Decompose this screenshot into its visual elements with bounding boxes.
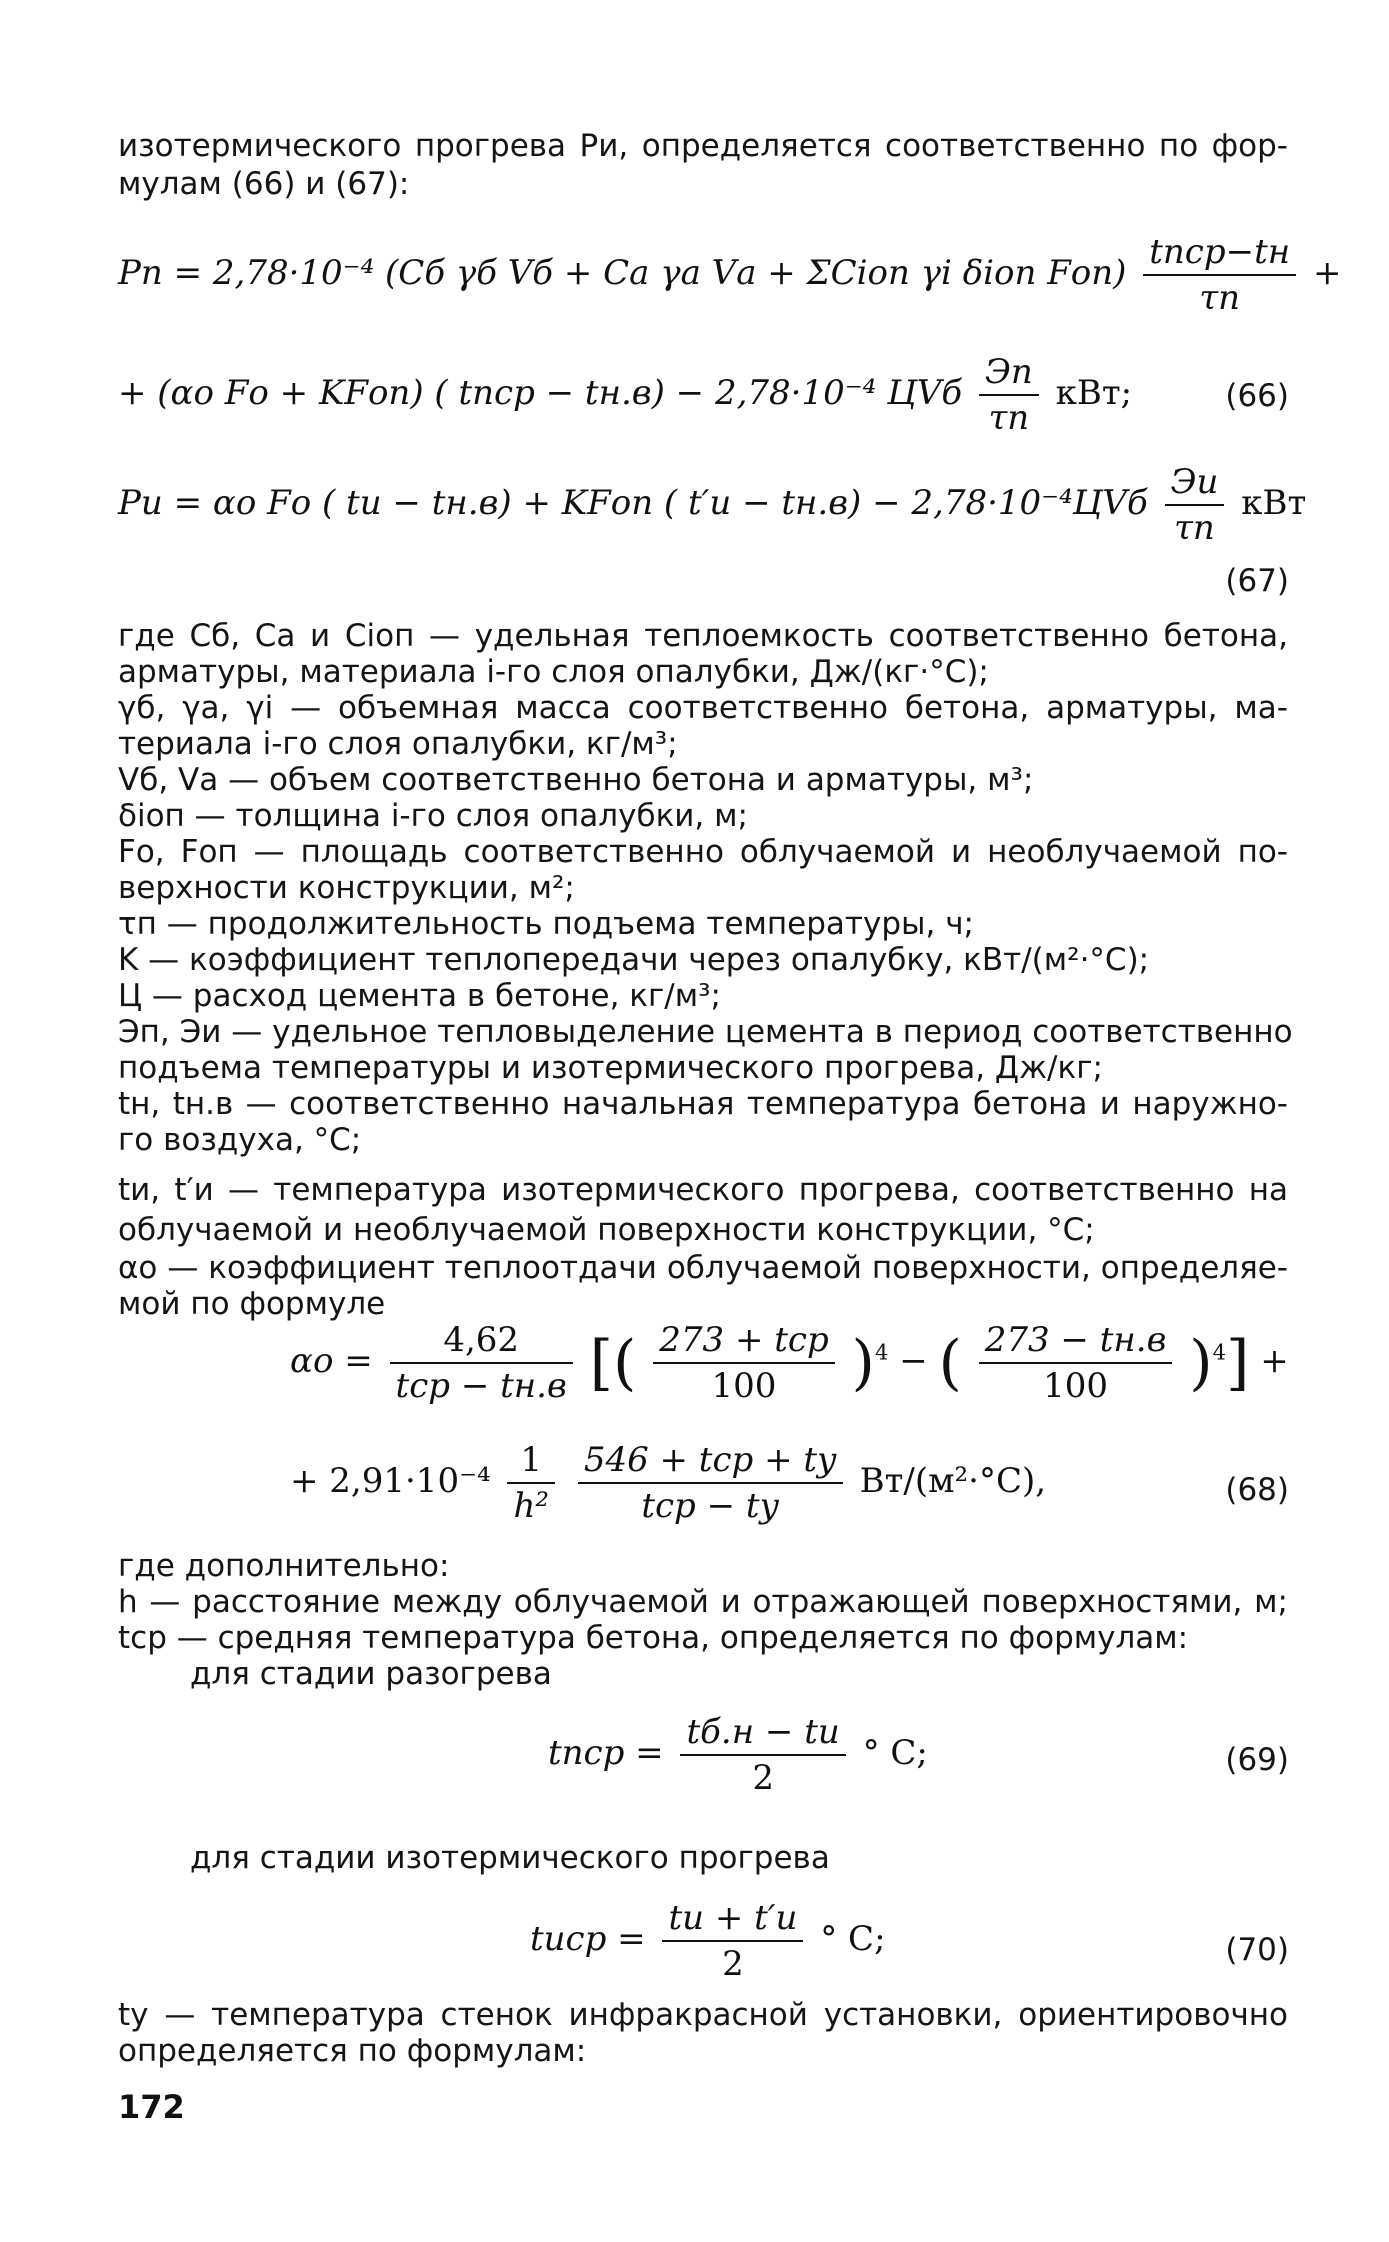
def-line-4: териала i-го слоя опалубки, кг/м³; (118, 726, 678, 762)
eq68-fraction-temp: $\frac{\text{546 + tср + tу}}{\text{tср − tу}}$ (578, 1440, 843, 1526)
final-line-2: определяется по формулам: (118, 2033, 587, 2069)
final-line-1: tу — температура стенок инфракрасной установки, ориентировочно (118, 1997, 1288, 2033)
eq69-fraction: $\frac{tб.н - tи}{2}$ (680, 1712, 845, 1798)
def-line-5: Vб, Vа — объем соответственно бетона и арматуры, м³; (118, 762, 1034, 798)
def-line-16: tи, t′и — температура изотермического прогрева, соответственно на (118, 1172, 1288, 1208)
intro-line-2: мулам (66) и (67): (118, 166, 410, 202)
after68-line-4: для стадии разогрева (190, 1656, 552, 1692)
equation-66-line-1: Pп = 2,78·10⁻⁴ (Cб γб Vб + Cа γа Vа + ΣCiоп γi δiоп Fоп) $\frac{\text{tпср−tн}}{\tau п}$ + (118, 232, 1342, 318)
equation-66-line-2: + (αо Fо + KFоп) ( tпср − tн.в) − 2,78·10⁻⁴ ЦVб $\frac{Эп}{\tau п}$ кВт; (118, 352, 1133, 438)
equation-number-66: (66) (1225, 378, 1289, 414)
after68-line-3: tср — средняя температура бетона, определяется по формулам: (118, 1620, 1189, 1656)
def-line-14: tн, tн.в — соответственно начальная температура бетона и наружно- (118, 1086, 1288, 1122)
after69-line: для стадии изотермического прогрева (190, 1840, 830, 1876)
equation-69: tпср = $\frac{tб.н - tи}{2}$ ° С; (548, 1712, 928, 1798)
equation-number-67: (67) (1225, 563, 1289, 599)
after68-line-1: где дополнительно: (118, 1548, 450, 1584)
def-line-13: подъема температуры и изотермического прогрева, Дж/кг; (118, 1050, 1103, 1086)
def-line-3: γб, γа, γi — объемная масса соответственно бетона, арматуры, ма- (118, 690, 1288, 726)
eq68-fraction-main: $\frac{4,62}{\text{tср − tн.в}}$ (390, 1320, 573, 1406)
equation-70: tиср = $\frac{tи + t'и}{2}$ ° С; (530, 1898, 886, 1984)
page-number: 172 (118, 2088, 185, 2126)
def-line-7: Fо, Fоп — площадь соответственно облучаемой и необлучаемой по- (118, 834, 1288, 870)
equation-number-70: (70) (1225, 1932, 1289, 1968)
def-line-9: τп — продолжительность подъема температуры, ч; (118, 906, 974, 942)
def-line-17: облучаемой и необлучаемой поверхности конструкции, °С; (118, 1212, 1095, 1248)
eq66-lhs: Pп = 2,78·10⁻⁴ (Cб γб Vб + Cа γа Vа + ΣCiоп γi δiоп Fоп) (118, 253, 1127, 293)
after68-line-2: h — расстояние между облучаемой и отражающей поверхностями, м; (118, 1584, 1288, 1620)
equation-68-line-2: + 2,91·10⁻⁴ $\frac{1}{\text{h²}}$ $\frac{\text{546 + tср + tу}}{\text{tср − tу}}$ Вт/(м²·°С), (290, 1440, 1047, 1526)
def-line-10: K — коэффициент теплопередачи через опалубку, кВт/(м²·°С); (118, 942, 1150, 978)
eq66-fraction-2: $\frac{Эп}{\tau п}$ (979, 352, 1039, 438)
equation-number-69: (69) (1225, 1742, 1289, 1778)
def-line-2: арматуры, материала i-го слоя опалубки, Дж/(кг·°С); (118, 654, 989, 690)
def-line-6: δiоп — толщина i-го слоя опалубки, м; (118, 798, 748, 834)
eq67-fraction: $\frac{Эи}{\tau п}$ (1165, 462, 1225, 548)
eq68-fraction-bracket-2: $\frac{273 - tн.в}{100}$ (979, 1320, 1173, 1406)
eq66-fraction-1: $\frac{\text{tпср−tн}}{\tau п}$ (1143, 232, 1296, 318)
def-line-11: Ц — расход цемента в бетоне, кг/м³; (118, 978, 722, 1014)
def-line-8: верхности конструкции, м²; (118, 870, 575, 906)
def-line-12: Эп, Эи — удельное тепловыделение цемента в период соответственно (118, 1014, 1293, 1050)
def-line-19: мой по формуле (118, 1286, 386, 1322)
eq68-fraction-bracket-1: $\frac{\text{273 + tср}}{100}$ (653, 1320, 834, 1406)
equation-number-68: (68) (1225, 1472, 1289, 1508)
intro-line-1: изотермического прогрева Pи, определяется соответственно по фор- (118, 128, 1288, 164)
def-line-18: αо — коэффициент теплоотдачи облучаемой поверхности, определяе- (118, 1250, 1288, 1286)
equation-68-line-1: αо = $\frac{4,62}{\text{tср − tн.в}}$ [( $\frac{\text{273 + tср}}{100}$ )$^4$ − ( $\frac{273 - tн.в}{100}$ )$^4$] + (290, 1320, 1289, 1406)
eq70-fraction: $\frac{tи + t'и}{2}$ (662, 1898, 803, 1984)
equation-67: Pи = αо Fо ( tи − tн.в) + KFоп ( t′и − tн.в) − 2,78·10⁻⁴ЦVб $\frac{Эи}{\tau п}$ кВт (118, 462, 1307, 548)
eq68-fraction-h: $\frac{1}{\text{h²}}$ (507, 1440, 555, 1526)
def-line-15: го воздуха, °С; (118, 1122, 362, 1158)
def-line-1: где Cб, Cа и Ciоп — удельная теплоемкость соответственно бетона, (118, 618, 1288, 654)
